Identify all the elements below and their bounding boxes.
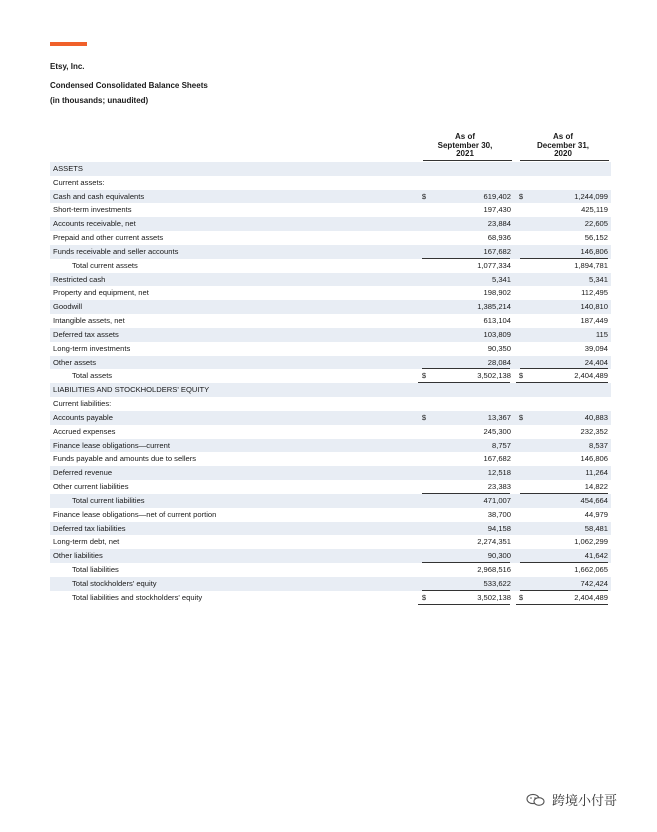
watermark-text: 跨境小付哥 (552, 793, 618, 808)
value-sep-2021: 23,383 (487, 482, 511, 492)
table-row (50, 231, 611, 245)
value-sep-2021: 2,968,516 (477, 565, 511, 575)
column-header-rule (423, 160, 512, 161)
value-sep-2021: 619,402 (483, 191, 511, 201)
value-dec-2020: 56,152 (584, 233, 608, 243)
dollar-sign: $ (518, 412, 524, 422)
dollar-sign: $ (421, 191, 427, 201)
row-label: Short-term investments (53, 205, 132, 215)
row-label: Funds receivable and seller accounts (53, 246, 179, 256)
row-label: Total liabilities (72, 565, 119, 575)
table-row (50, 203, 611, 217)
row-label: Total stockholders' equity (72, 578, 157, 588)
column-header-dec-2020 (518, 133, 608, 159)
row-label: Accounts receivable, net (53, 219, 136, 229)
dollar-sign: $ (518, 592, 524, 602)
table-row (50, 176, 611, 190)
dollar-sign: $ (421, 412, 427, 422)
value-dec-2020: 1,244,099 (574, 191, 608, 201)
value-dec-2020: 1,662,065 (574, 565, 608, 575)
row-label: Cash and cash equivalents (53, 191, 145, 201)
value-dec-2020: 40,883 (584, 412, 608, 422)
value-dec-2020: 232,352 (580, 426, 608, 436)
row-label: Accrued expenses (53, 426, 116, 436)
value-sep-2021: 167,682 (483, 454, 511, 464)
table-row (50, 314, 611, 328)
value-dec-2020: 140,810 (580, 302, 608, 312)
value-dec-2020: 8,537 (588, 440, 608, 450)
value-sep-2021: 23,884 (487, 219, 511, 229)
dollar-sign: $ (421, 371, 427, 381)
statement-subtitle: (in thousands; unaudited) (50, 96, 149, 105)
value-sep-2021: 245,300 (483, 426, 511, 436)
table-row (50, 480, 611, 494)
value-sep-2021: 90,350 (487, 343, 511, 353)
value-sep-2021: 5,341 (491, 274, 511, 284)
table-row (50, 508, 611, 522)
value-sep-2021: 12,518 (487, 468, 511, 478)
value-dec-2020: 454,664 (580, 495, 608, 505)
row-label: Finance lease obligations—net of current portion (53, 509, 217, 519)
value-sep-2021: 167,682 (483, 246, 511, 256)
table-row (50, 577, 611, 591)
row-label: Total current liabilities (72, 495, 145, 505)
wechat-icon (526, 793, 546, 807)
value-dec-2020: 39,094 (584, 343, 608, 353)
column-header-line: September 30, (437, 140, 493, 150)
row-label: ASSETS (53, 164, 83, 173)
value-dec-2020: 115 (595, 329, 608, 339)
value-sep-2021: 13,367 (487, 412, 511, 422)
table-row (50, 217, 611, 231)
value-sep-2021: 1,077,334 (477, 260, 511, 270)
value-dec-2020: 146,806 (580, 246, 608, 256)
column-header-line: As of (553, 132, 573, 141)
table-row (50, 425, 611, 439)
value-sep-2021: 613,104 (483, 316, 511, 326)
table-row (50, 549, 611, 563)
row-label: Accounts payable (53, 412, 113, 422)
value-dec-2020: 742,424 (580, 578, 608, 588)
row-label: Funds payable and amounts due to sellers (53, 454, 197, 464)
value-dec-2020: 2,404,489 (574, 592, 608, 602)
row-label: Total liabilities and stockholders' equity (72, 592, 203, 602)
row-label: LIABILITIES AND STOCKHOLDERS' EQUITY (53, 385, 210, 395)
balance-sheet-table (50, 162, 611, 605)
value-dec-2020: 44,979 (584, 509, 608, 519)
value-sep-2021: 2,274,351 (477, 537, 511, 547)
row-label: Current liabilities: (53, 399, 112, 409)
table-row (50, 162, 611, 176)
table-row (50, 369, 611, 383)
row-label: Total current assets (72, 260, 138, 270)
table-row (50, 452, 611, 466)
table-row (50, 535, 611, 549)
table-row (50, 494, 611, 508)
row-label: Other current liabilities (53, 482, 129, 492)
row-label: Goodwill (53, 302, 83, 312)
value-sep-2021: 28,084 (487, 357, 511, 367)
dollar-sign: $ (518, 371, 524, 381)
dollar-sign: $ (518, 191, 524, 201)
column-header-line: December 31, (536, 140, 590, 150)
value-sep-2021: 103,809 (483, 329, 511, 339)
table-row (50, 466, 611, 480)
value-dec-2020: 146,806 (580, 454, 608, 464)
row-label: Current assets: (53, 177, 105, 187)
table-row (50, 397, 611, 411)
value-sep-2021: 90,300 (487, 551, 511, 561)
value-sep-2021: 68,936 (487, 233, 511, 243)
value-dec-2020: 5,341 (588, 274, 608, 284)
value-dec-2020: 14,822 (584, 482, 608, 492)
table-row (50, 383, 611, 397)
table-row (50, 439, 611, 453)
table-row (50, 259, 611, 273)
column-header-sep-2021 (420, 133, 510, 159)
row-label: Restricted cash (53, 274, 106, 284)
value-dec-2020: 22,605 (584, 219, 608, 229)
value-sep-2021: 38,700 (487, 509, 511, 519)
value-dec-2020: 112,495 (581, 288, 608, 298)
row-label: Deferred tax liabilities (53, 523, 126, 533)
row-label: Total assets (72, 371, 113, 381)
value-sep-2021: 197,430 (483, 205, 511, 215)
value-dec-2020: 425,119 (581, 205, 608, 215)
value-dec-2020: 187,449 (580, 316, 608, 326)
value-sep-2021: 198,902 (483, 288, 511, 298)
value-sep-2021: 8,757 (491, 440, 511, 450)
underline-rule (418, 604, 510, 605)
company-name: Etsy, Inc. (50, 62, 85, 71)
value-sep-2021: 3,502,138 (477, 371, 511, 381)
row-label: Finance lease obligations—current (53, 440, 170, 450)
value-sep-2021: 3,502,138 (477, 592, 511, 602)
value-dec-2020: 11,264 (585, 468, 608, 478)
accent-bar (50, 42, 87, 46)
value-dec-2020: 1,894,781 (574, 260, 608, 270)
row-label: Long-term investments (53, 343, 131, 353)
column-header-line: 2021 (456, 149, 474, 158)
value-sep-2021: 471,007 (483, 495, 511, 505)
table-row (50, 563, 611, 577)
underline-rule (516, 604, 608, 605)
table-row (50, 328, 611, 342)
value-dec-2020: 41,642 (584, 551, 608, 561)
row-label: Prepaid and other current assets (53, 233, 164, 243)
table-row (50, 286, 611, 300)
value-dec-2020: 2,404,489 (574, 371, 608, 381)
value-dec-2020: 24,404 (584, 357, 608, 367)
table-row (50, 300, 611, 314)
row-label: Property and equipment, net (53, 288, 149, 298)
row-label: Other assets (53, 357, 97, 367)
value-dec-2020: 58,481 (584, 523, 608, 533)
table-row (50, 522, 611, 536)
row-label: Other liabilities (53, 551, 103, 561)
table-row (50, 342, 611, 356)
value-dec-2020: 1,062,299 (574, 537, 608, 547)
table-row (50, 273, 611, 287)
column-header-line: 2020 (554, 149, 572, 158)
dollar-sign: $ (421, 592, 427, 602)
table-row (50, 411, 611, 425)
row-label: Long-term debt, net (53, 537, 120, 547)
table-row (50, 356, 611, 370)
value-sep-2021: 1,385,214 (477, 302, 511, 312)
column-header-rule (520, 160, 609, 161)
table-row (50, 245, 611, 259)
row-label: Intangible assets, net (53, 316, 125, 326)
watermark (526, 790, 617, 809)
row-label: Deferred tax assets (53, 329, 119, 339)
value-sep-2021: 533,622 (483, 578, 511, 588)
table-row (50, 591, 611, 605)
column-header-line: As of (455, 132, 475, 141)
table-row (50, 190, 611, 204)
value-sep-2021: 94,158 (487, 523, 511, 533)
statement-title: Condensed Consolidated Balance Sheets (50, 81, 208, 90)
row-label: Deferred revenue (53, 468, 113, 478)
